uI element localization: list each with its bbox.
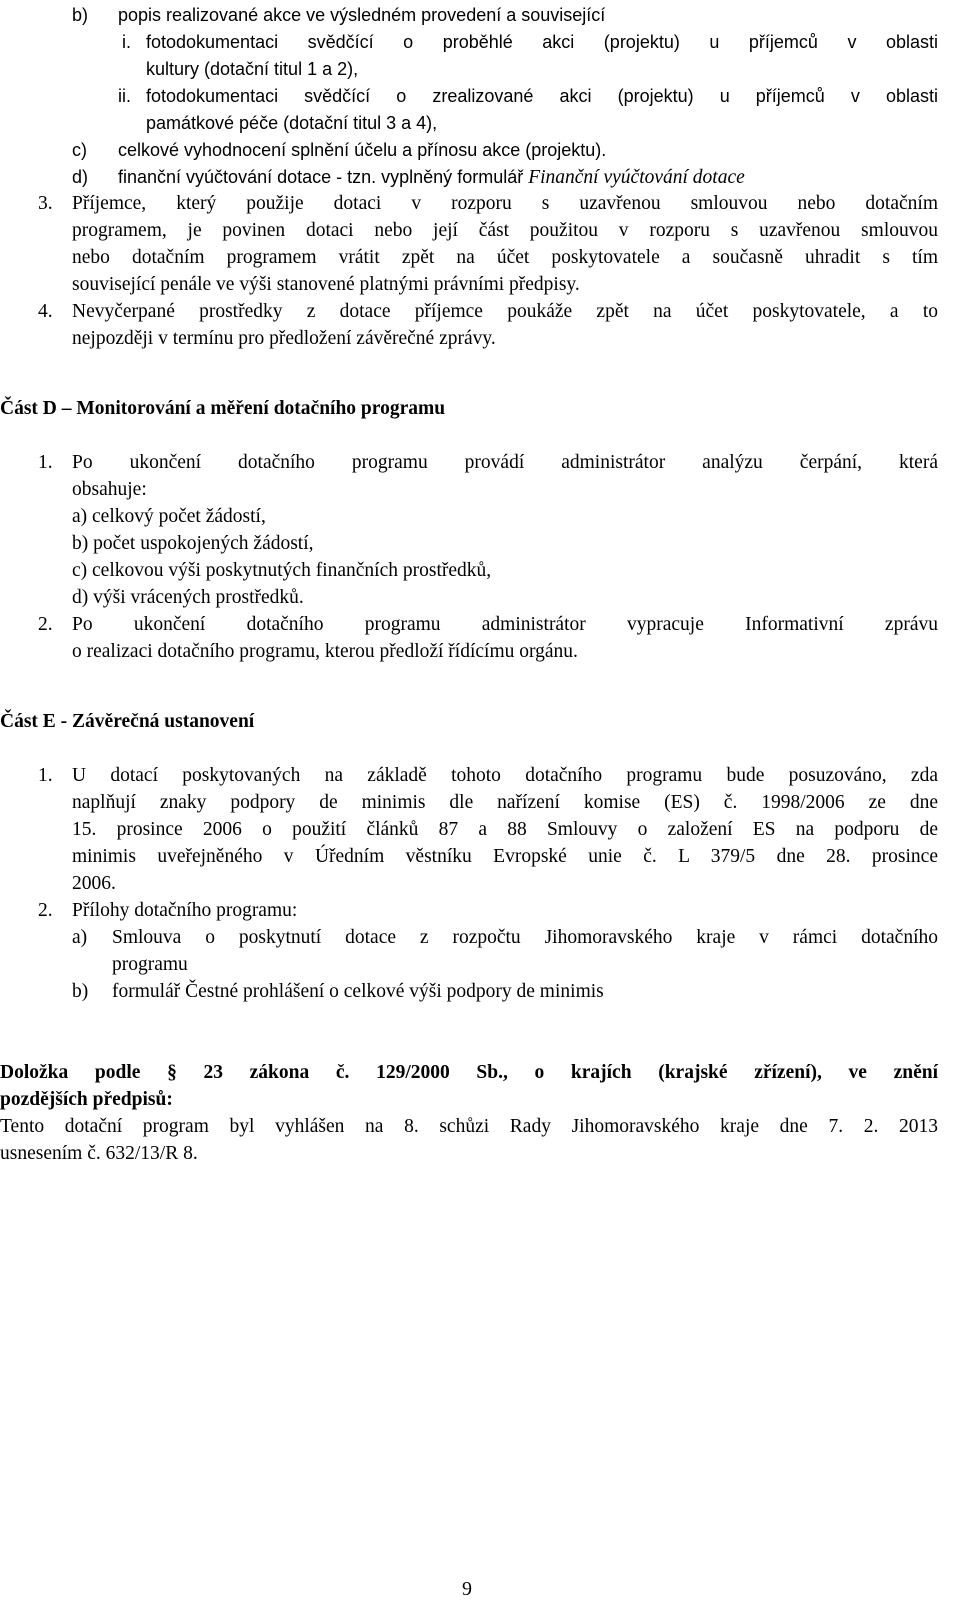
list-item-b: popis realizované akce ve výsledném provedení a související [118,5,606,25]
point-4-line2: nejpozději v termínu pro předložení závěrečné zprávy. [72,328,496,349]
section-d-sub-d: d) výši vrácených prostředků. [72,587,304,608]
sublist-item-ii-line1: fotodokumentaci svědčící o zrealizované akci (projektu) u příjemců v oblasti [146,86,938,106]
clause-line3: Tento dotační program byl vyhlášen na 8. schůzi Rady Jihomoravského kraje dne 7. 2. 2013 [0,1116,938,1137]
section-d-sub-a: a) celkový počet žádostí, [72,506,266,527]
section-e-sub-a-line2: programu [112,954,188,975]
section-d-item1-label: 1. [38,452,53,473]
section-e-heading: Část E - Závěrečná ustanovení [0,711,255,732]
point-3-line3: nebo dotačním programem vrátit zpět na účet poskytovatele a současně uhradit s tím [72,247,938,268]
section-e-item1-line3: 15. prosince 2006 o použití článků 87 a 88 Smlouvy o založení ES na podporu de [72,819,938,840]
list-label-c: c) [72,140,87,160]
sublist-label-ii: ii. [118,86,131,106]
section-e-sub-b-text: formulář Čestné prohlášení o celkové výši podpory de minimis [112,981,604,1002]
section-d-item2-line1: Po ukončení dotačního programu administrátor vypracuje Informativní zprávu [72,614,938,635]
list-item-d [118,164,745,191]
sublist-item-ii-line2: památkové péče (dotační titul 3 a 4), [146,113,438,133]
point-4-label: 4. [38,301,53,322]
section-d-item2-label: 2. [38,614,53,635]
list-item-d-text: finanční vyúčtování dotace - tzn. vyplněný formulář [118,167,529,187]
section-d-item2-line2: o realizaci dotačního programu, kterou předloží řídícímu orgánu. [72,641,578,662]
section-e-item2-label: 2. [38,900,53,921]
section-e-sub-a-line1: Smlouva o poskytnutí dotace z rozpočtu Jihomoravského kraje v rámci dotačního [112,927,938,948]
section-e-item1-line1: U dotací poskytovaných na základě tohoto dotačního programu bude posuzováno, zda [72,765,938,786]
clause-bold-line2: pozdějších předpisů: [0,1089,173,1110]
form-name-italic: Finanční vyúčtování dotace [528,167,745,188]
clause-line4: usnesením č. 632/13/R 8. [0,1143,198,1164]
page-number: 9 [462,1578,472,1600]
section-d-heading: Část D – Monitorování a měření dotačního programu [0,398,446,419]
section-d-sub-b: b) počet uspokojených žádostí, [72,533,314,554]
section-d-item1-line2: obsahuje: [72,479,147,500]
list-label-b: b) [72,5,89,25]
section-d-item1-line1: Po ukončení dotačního programu provádí administrátor analýzu čerpání, která [72,452,938,473]
list-item-c: celkové vyhodnocení splnění účelu a přínosu akce (projektu). [118,140,607,160]
section-e-item2-line1: Přílohy dotačního programu: [72,900,298,921]
point-3-line4: související penále ve výši stanovené platnými právními předpisy. [72,274,580,295]
clause-bold-line1: Doložka podle § 23 zákona č. 129/2000 Sb., o krajích (krajské zřízení), ve znění [0,1062,938,1083]
section-e-item1-line2: naplňují znaky podpory de minimis dle nařízení komise (ES) č. 1998/2006 ze dne [72,792,938,813]
section-d-sub-c: c) celkovou výši poskytnutých finančních prostředků, [72,560,492,581]
section-e-item1-line4: minimis uveřejněného v Úředním věstníku Evropské unie č. L 379/5 dne 28. prosince [72,846,938,867]
list-label-d: d) [72,167,89,187]
sublist-item-i-line1: fotodokumentaci svědčící o proběhlé akci (projektu) u příjemců v oblasti [146,32,938,52]
section-e-item1-line5: 2006. [72,873,116,894]
point-3-line2: programem, je povinen dotaci nebo její část použitou v rozporu s uzavřenou smlouvou [72,220,938,241]
point-3-line1: Příjemce, který použije dotaci v rozporu s uzavřenou smlouvou nebo dotačním [72,193,938,214]
sublist-label-i: i. [122,32,131,52]
section-e-sub-a-label: a) [72,927,88,948]
point-4-line1: Nevyčerpané prostředky z dotace příjemce poukáže zpět na účet poskytovatele, a to [72,301,938,322]
point-3-label: 3. [38,193,53,214]
section-e-item1-label: 1. [38,765,53,786]
sublist-item-i-line2: kultury (dotační titul 1 a 2), [146,59,359,79]
section-e-sub-b-label: b) [72,981,89,1002]
